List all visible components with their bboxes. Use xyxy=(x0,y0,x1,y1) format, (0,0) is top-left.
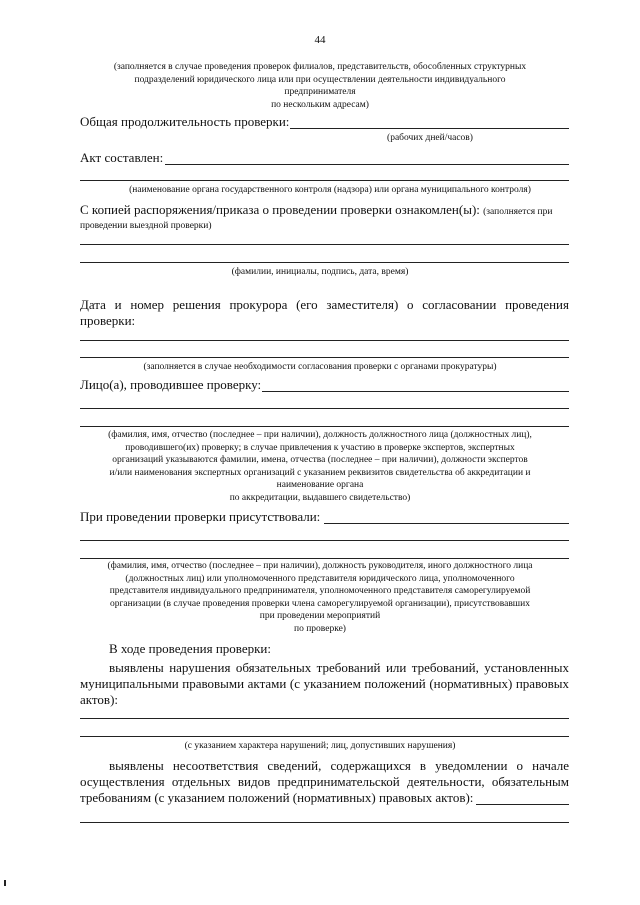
inspector-fill-line-1[interactable] xyxy=(262,391,569,392)
duration-label: Общая продолжительность проверки: xyxy=(80,114,290,129)
present-label: При проведении проверки присутствовали: xyxy=(80,509,321,524)
act-note: (наименование органа государственного контроля (надзора) или органа муниципального контроля) xyxy=(129,185,531,195)
violations-fill-line-1[interactable] xyxy=(80,718,569,719)
violations-fill-line-2[interactable] xyxy=(80,736,569,737)
act-label: Акт составлен: xyxy=(80,150,164,165)
copy-label: С копией распоряжения/приказа о проведении проверки ознакомлен(ы): (заполняется при xyxy=(80,202,553,217)
inspector-fill-line-2[interactable] xyxy=(80,408,569,409)
prosecutor-label: Дата и номер решения прокурора (его заместителя) о согласовании проведения проверки: xyxy=(80,297,569,328)
act-fill-line-1[interactable] xyxy=(165,164,569,165)
discrepancies-fill-line-2[interactable] xyxy=(80,822,569,823)
copy-note: (фамилии, инициалы, подпись, дата, время) xyxy=(231,267,409,277)
intro-note: (заполняется в случае проведения проверок филиалов, представительств, обособленных структурных подразделений юридического лица или при осуществлении деятельности индивидуального предпринимателя по нескольким адресам) xyxy=(113,62,527,110)
prosecutor-note: (заполняется в случае необходимости согласования проверки с органами прокуратуры) xyxy=(143,362,497,372)
duration-fill-line[interactable] xyxy=(290,128,569,129)
copy-fill-line-2[interactable] xyxy=(80,262,569,263)
violations-note: (с указанием характера нарушений; лиц, допустивших нарушения) xyxy=(184,741,456,751)
prosecutor-fill-line-2[interactable] xyxy=(80,357,569,358)
during-heading: В ходе проведения проверки: xyxy=(109,641,272,656)
inspector-label: Лицо(а), проводившее проверку: xyxy=(80,377,262,392)
copy-fill-line-1[interactable] xyxy=(80,244,569,245)
inspector-fill-line-3[interactable] xyxy=(80,426,569,427)
present-fill-line-3[interactable] xyxy=(80,558,569,559)
violations-text: выявлены нарушения обязательных требований или требований, установленных муниципальными правовыми актами (с указанием положений (нормативных) правовых актов): xyxy=(80,660,569,707)
present-fill-line-2[interactable] xyxy=(80,540,569,541)
present-fill-line-1[interactable] xyxy=(324,523,569,524)
discrepancies-fill-line-1[interactable] xyxy=(476,804,569,805)
inspector-note: (фамилия, имя, отчество (последнее – при наличии), должность должностного лица (должностных лиц), проводившего(их) проверку; в случае привлечения к участию в проверке экспертов, экспертных организаций указываются фамилии, имена, отчества (последнее – при наличии), должности экспертов и/или наименования экспертных организаций с указанием реквизитов свидетельства об аккредитации и наименование органа по аккредитации, выдавшего свидетельство) xyxy=(108,430,532,503)
discrepancies-text: выявлены несоответствия сведений, содержащихся в уведомлении о начале осуществления отдельных видов предпринимательской деятельности, обязательным требованиям (с указанием положений (нормативных) правовых актов): xyxy=(80,758,569,805)
present-note: (фамилия, имя, отчество (последнее – при наличии), должность руководителя, иного должностного лица (должностных лиц) или уполномоченного представителя юридического лица, уполномоченного представителя индивидуального предпринимателя, уполномоченного представителя саморегулируемой организации (в случае проведения проверки члена саморегулируемой организации), присутствовавших при проведении мероприятий по проверке) xyxy=(107,561,533,634)
duration-note: (рабочих дней/часов) xyxy=(387,133,473,143)
page-number: 44 xyxy=(314,34,326,46)
prosecutor-fill-line-1[interactable] xyxy=(80,340,569,341)
scan-mark xyxy=(4,880,6,886)
act-fill-line-2[interactable] xyxy=(80,180,569,181)
copy-label-note: проведении выездной проверки) xyxy=(80,221,212,231)
